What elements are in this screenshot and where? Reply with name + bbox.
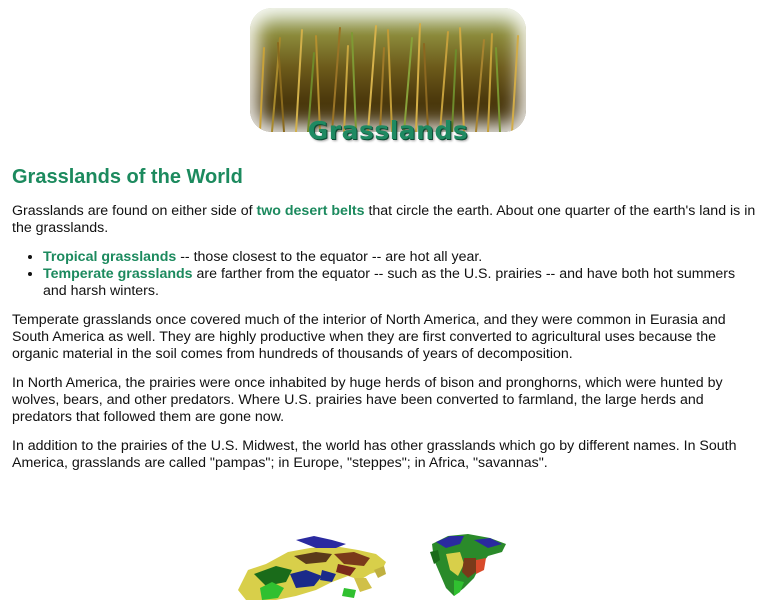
list-item-text: -- those closest to the equator -- are hot all year. xyxy=(176,249,483,265)
list-item xyxy=(43,266,760,300)
grassland-maps xyxy=(236,530,526,600)
list-item xyxy=(43,249,760,266)
tropical-grasslands-link[interactable]: Tropical grasslands xyxy=(43,249,177,265)
grassland-types-list xyxy=(12,249,760,300)
desert-belts-link[interactable]: two desert belts xyxy=(256,203,365,219)
paragraph-other-names: In addition to the prairies of the U.S. Midwest, the world has other grasslands which go by different names. In South America, grasslands are called "pampas"; in Europe, "steppes"; in Africa, "savannas". xyxy=(12,438,737,471)
paragraph-temperate: Temperate grasslands once covered much of the interior of North America, and they were common in Eurasia and South America as well. They are highly productive when they are first converted to agricultural uses because the organic material in the soil comes from hundreds of thousands of years of decomposition. xyxy=(12,312,726,362)
banner-title: Grasslands xyxy=(307,116,469,145)
intro-text-after: that circle the earth. About one quarter of the earth's land is in the grasslands. xyxy=(12,203,756,236)
banner xyxy=(250,8,526,148)
main-content xyxy=(12,203,760,484)
north-america-map xyxy=(430,534,506,596)
eurasia-africa-map xyxy=(238,536,386,600)
temperate-grasslands-link[interactable]: Temperate grasslands xyxy=(43,266,193,282)
page-title: Grasslands of the World xyxy=(12,166,243,188)
paragraph-north-america: In North America, the prairies were once inhabited by huge herds of bison and pronghorns, which were hunted by wolves, bears, and other predators. Where U.S. prairies have been converted to farmland, the large herds and predators that followed them are gone now. xyxy=(12,375,723,425)
list-item-text: are farther from the equator -- such as the U.S. prairies -- and have both hot summers and harsh winters. xyxy=(43,266,736,299)
intro-paragraph xyxy=(12,203,760,237)
intro-text-before: Grasslands are found on either side of xyxy=(12,203,257,219)
grassland-photo xyxy=(250,8,526,132)
